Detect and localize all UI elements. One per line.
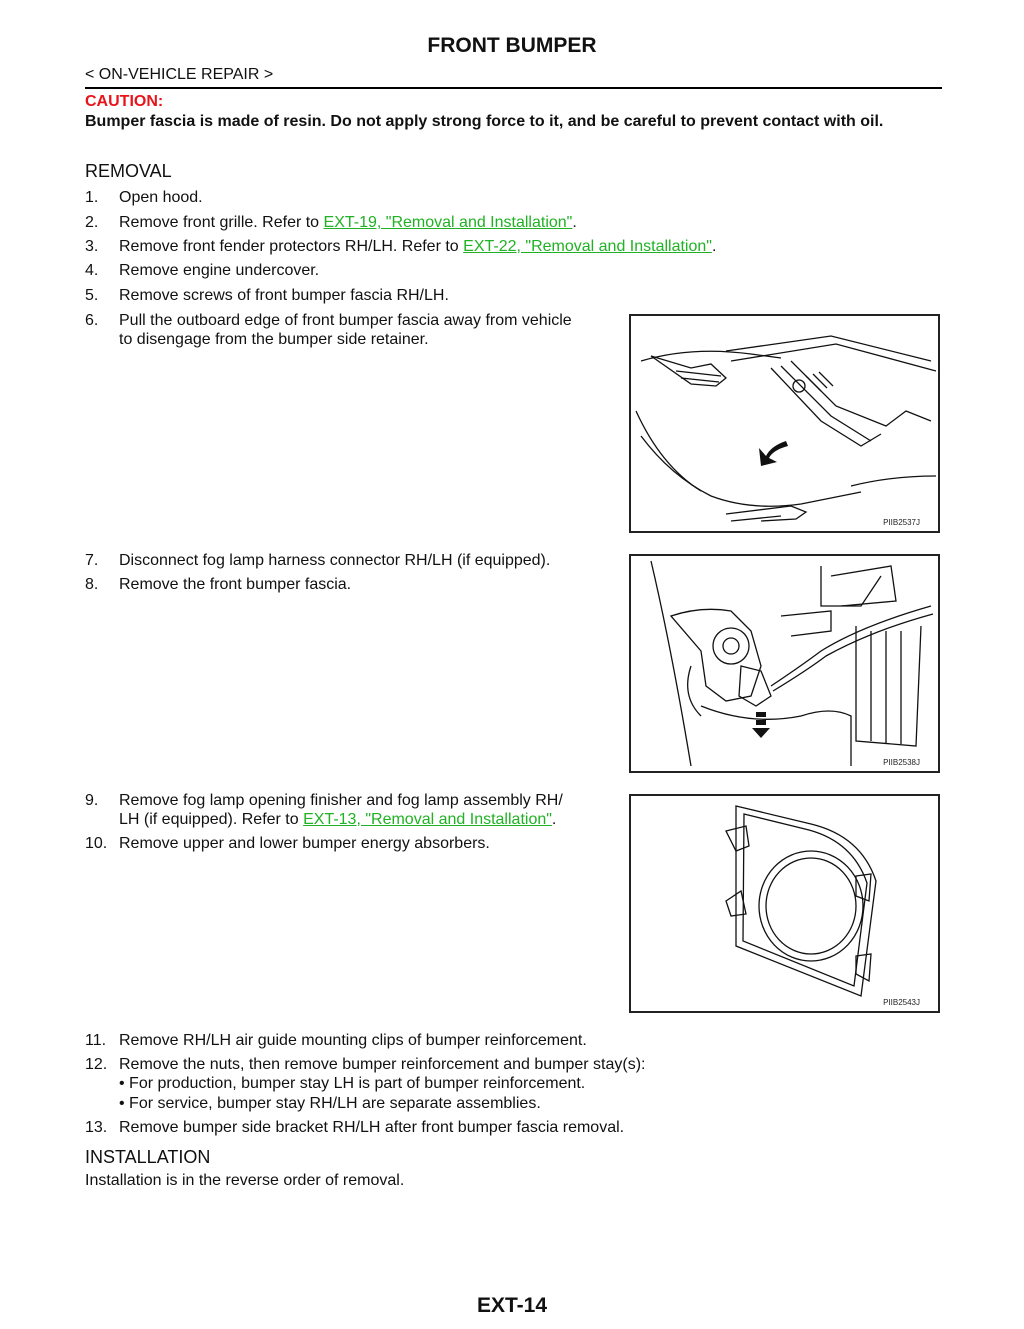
section-breadcrumb: < ON-VEHICLE REPAIR > (85, 66, 274, 83)
step-text: Open hood. (119, 189, 203, 206)
step-text: Remove bumper side bracket RH/LH after front bumper fascia removal. (119, 1119, 625, 1136)
step-number: 13. (85, 1119, 108, 1136)
step-text: Remove the front bumper fascia. (119, 576, 352, 593)
step-item (85, 286, 449, 305)
step-number: 10. (85, 835, 108, 852)
step-number: 7. (85, 552, 99, 569)
step-text: Remove engine undercover. (119, 262, 320, 279)
figure-code: PIIB2537J (883, 518, 920, 527)
caution-label: CAUTION: (85, 93, 164, 110)
step-number: 8. (85, 576, 99, 593)
step-item (85, 261, 319, 280)
caution-text: Bumper fascia is made of resin. Do not apply strong force to it, and be careful to prevent contact with oil. (85, 113, 884, 130)
step-number: 5. (85, 287, 99, 304)
bullet-item (119, 1094, 541, 1113)
step-text (119, 311, 572, 349)
step-number: 4. (85, 262, 99, 279)
step-text-tail: . (711, 238, 717, 255)
step-text-line: to disengage from the bumper side retainer. (119, 331, 429, 348)
fog-lamp-connector-illustration (631, 556, 938, 771)
step-item (85, 1118, 624, 1137)
step-text-lead: LH (if equipped). Refer to (119, 811, 304, 828)
step-item (85, 1055, 645, 1074)
step-item (85, 791, 563, 829)
step-text-lead: Remove front fender protectors RH/LH. Refer to (119, 238, 464, 255)
fascia-removal-illustration (631, 316, 938, 531)
step-text: Remove screws of front bumper fascia RH/LH. (119, 287, 449, 304)
reference-link[interactable]: EXT-19, "Removal and Installation" (323, 214, 573, 231)
step-item (85, 237, 716, 256)
installation-heading: INSTALLATION (85, 1147, 211, 1167)
step-item (85, 311, 572, 349)
step-text-line: Remove fog lamp opening finisher and fog lamp assembly RH/ (119, 792, 563, 809)
step-number: 9. (85, 792, 99, 809)
step-item (85, 213, 577, 232)
step-text (119, 237, 716, 256)
figure-fascia-removal (629, 314, 940, 533)
removal-heading: REMOVAL (85, 161, 172, 181)
step-item (85, 1031, 587, 1050)
reference-link[interactable]: EXT-13, "Removal and Installation" (303, 811, 552, 828)
step-item (85, 188, 203, 207)
step-number: 12. (85, 1056, 108, 1073)
step-number: 2. (85, 214, 99, 231)
step-number: 6. (85, 312, 99, 329)
step-text: Remove the nuts, then remove bumper reinforcement and bumper stay(s): (119, 1056, 646, 1073)
bullet-text: For production, bumper stay LH is part of bumper reinforcement. (129, 1075, 586, 1092)
header-divider (85, 87, 942, 89)
figure-fog-lamp-finisher (629, 794, 940, 1013)
figure-fog-lamp-connector (629, 554, 940, 773)
bullet-icon: • (119, 1075, 130, 1092)
installation-text: Installation is in the reverse order of removal. (85, 1172, 405, 1189)
step-text-lead: Remove front grille. Refer to (119, 214, 324, 231)
figure-code: PIIB2538J (883, 758, 920, 767)
step-text: Remove RH/LH air guide mounting clips of bumper reinforcement. (119, 1032, 587, 1049)
bullet-item (119, 1074, 585, 1093)
page-number: EXT-14 (476, 1294, 548, 1317)
step-text (119, 213, 577, 232)
reference-link[interactable]: EXT-22, "Removal and Installation" (463, 238, 712, 255)
step-item (85, 551, 550, 570)
step-text-tail: . (572, 214, 577, 231)
step-number: 3. (85, 238, 99, 255)
page-title: FRONT BUMPER (427, 34, 597, 57)
bullet-icon: • (119, 1095, 130, 1112)
step-text-tail: . (551, 811, 557, 828)
step-text-line: Pull the outboard edge of front bumper fascia away from vehicle (119, 312, 572, 329)
step-number: 11. (85, 1032, 107, 1049)
step-item (85, 834, 490, 853)
step-text: Remove upper and lower bumper energy absorbers. (119, 835, 490, 852)
step-text (119, 791, 563, 829)
figure-code: PIIB2543J (883, 998, 920, 1007)
bullet-text: For service, bumper stay RH/LH are separate assemblies. (129, 1095, 541, 1112)
step-text: Disconnect fog lamp harness connector RH/LH (if equipped). (119, 552, 551, 569)
step-number: 1. (85, 189, 99, 206)
fog-lamp-finisher-illustration (631, 796, 938, 1011)
step-item (85, 575, 351, 594)
